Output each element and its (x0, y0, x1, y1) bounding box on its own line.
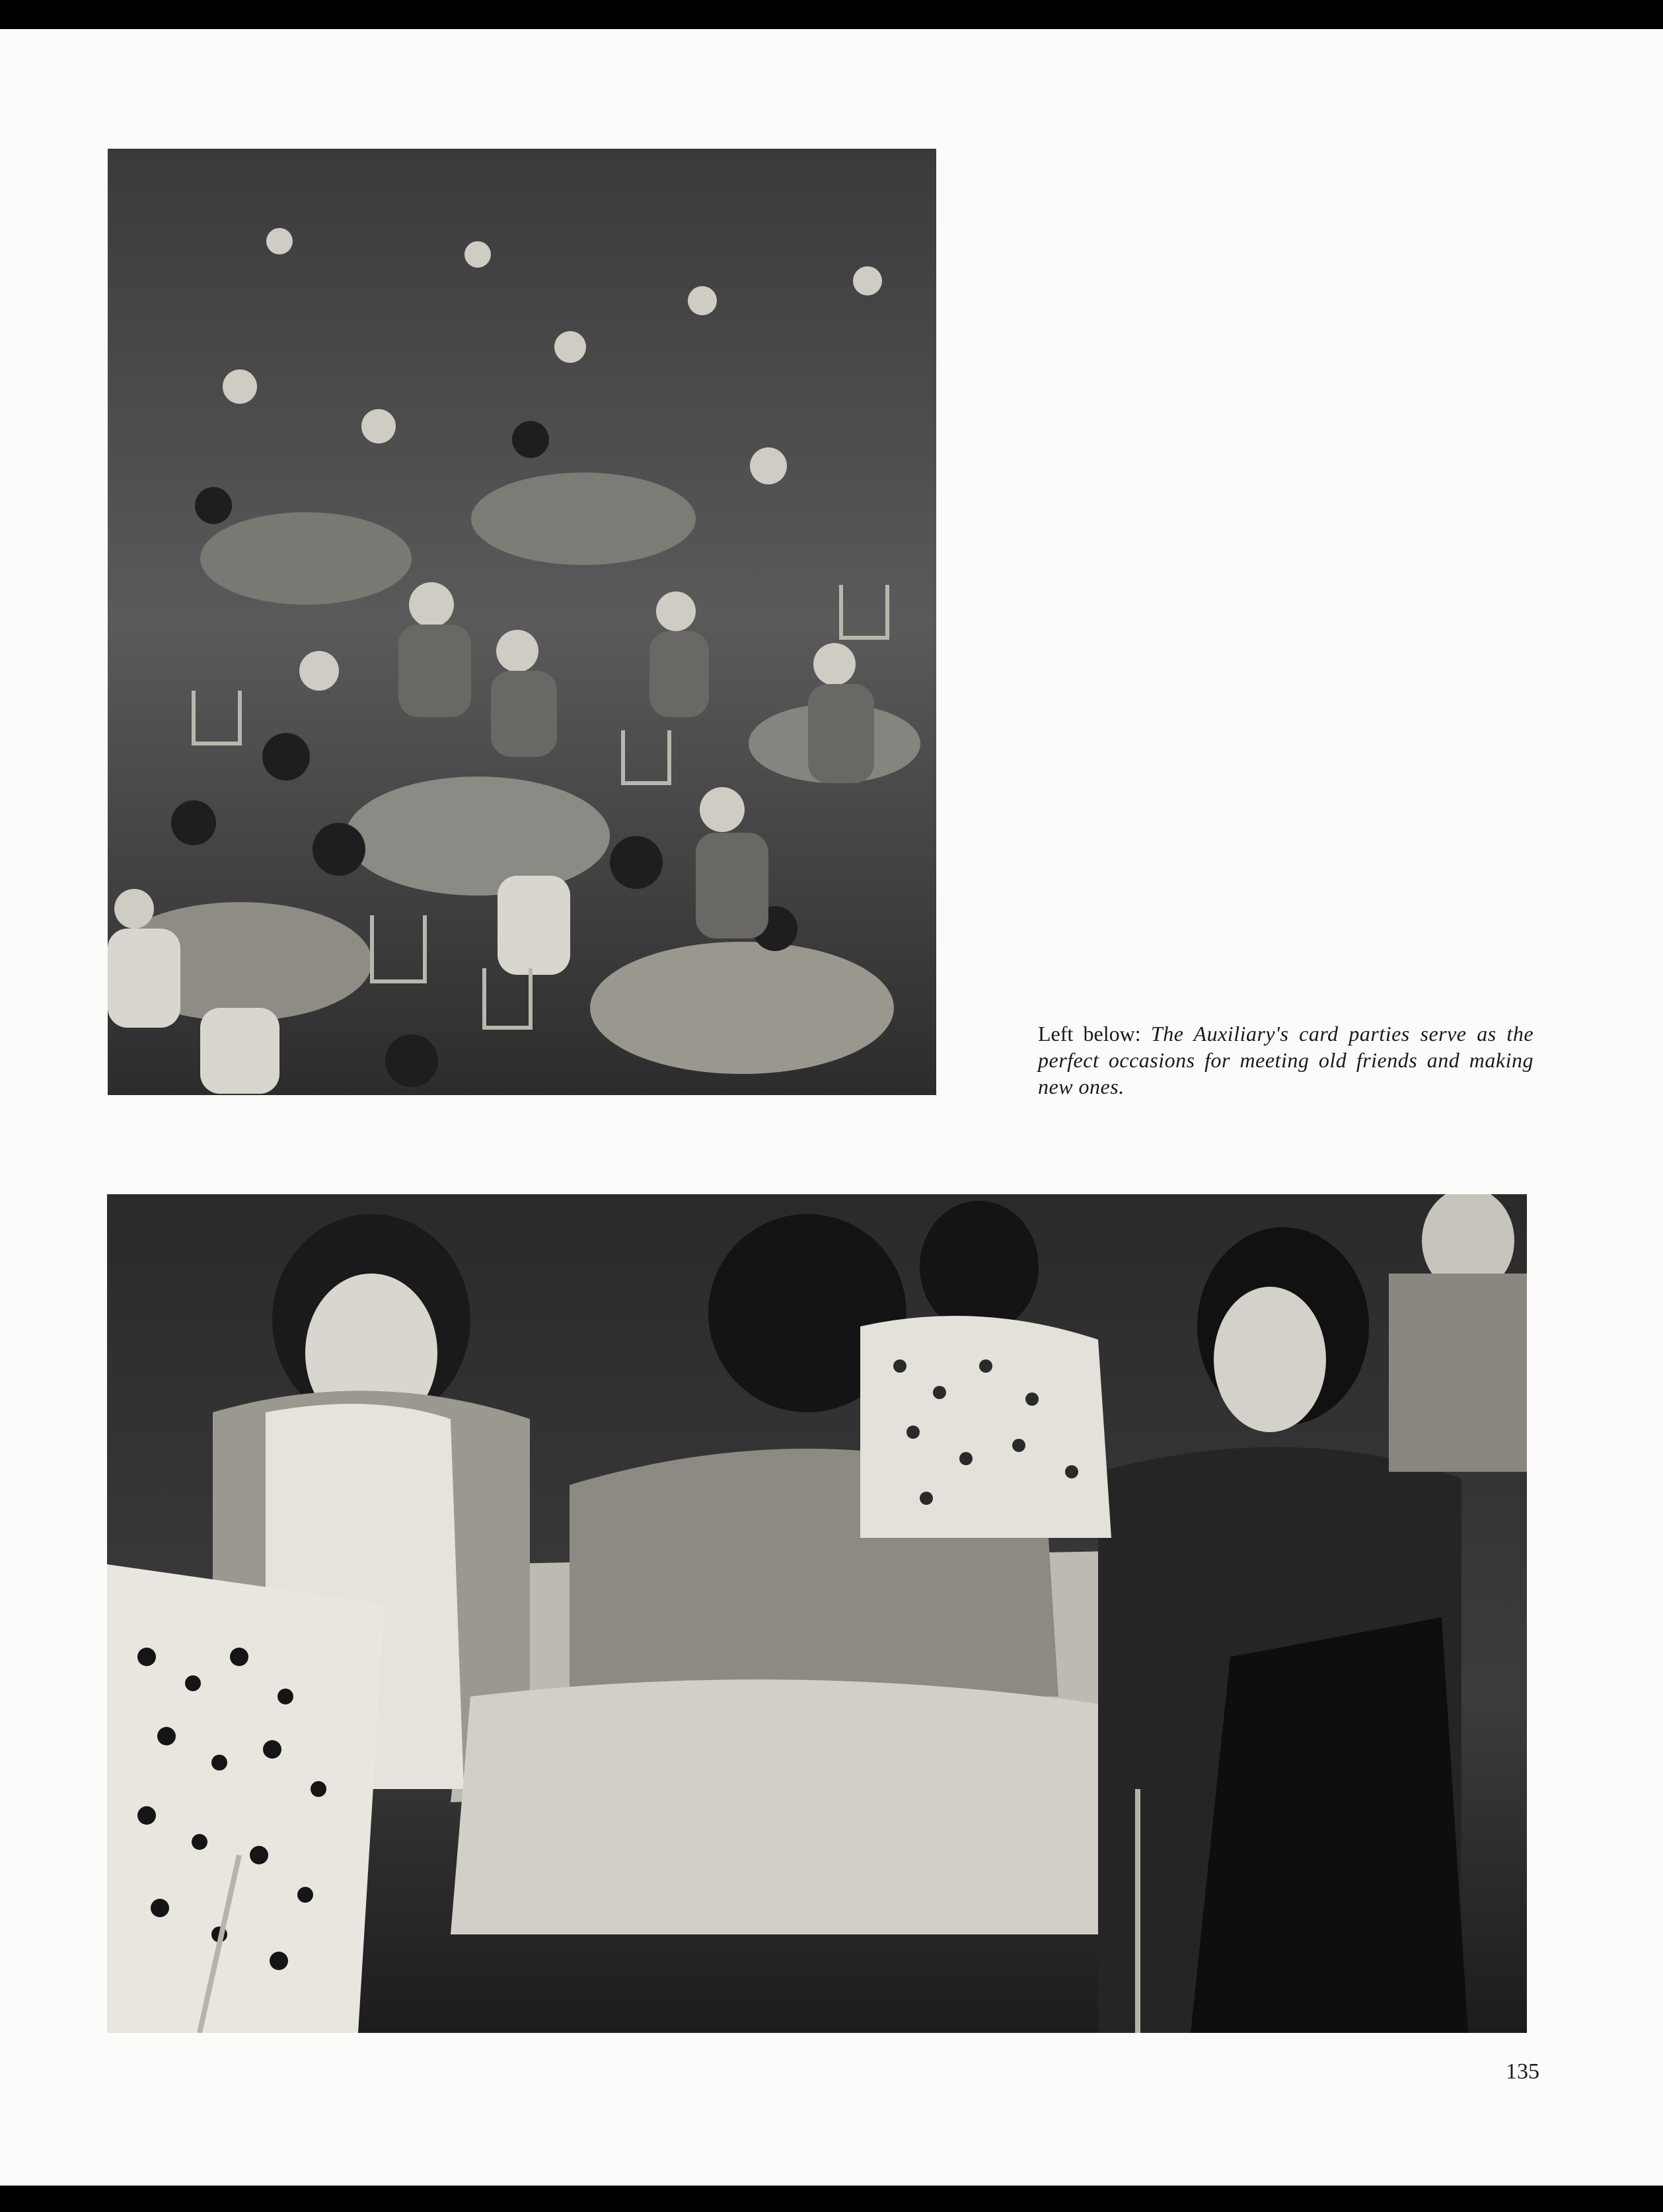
page (0, 29, 1663, 2186)
photo-card-party-crowd (108, 149, 936, 1095)
photo-caption (1038, 1020, 1534, 1100)
photo-crowd-image (108, 149, 936, 1095)
caption-lead: Left below: (1038, 1022, 1141, 1046)
page-number: 135 (1506, 2059, 1539, 2084)
caption-body: The Auxiliary's card parties serve as the perfect occasions for meeting old friends and making new ones. (1038, 1022, 1534, 1098)
photo-women-image (107, 1194, 1527, 2033)
photo-card-table-women (107, 1194, 1527, 2033)
